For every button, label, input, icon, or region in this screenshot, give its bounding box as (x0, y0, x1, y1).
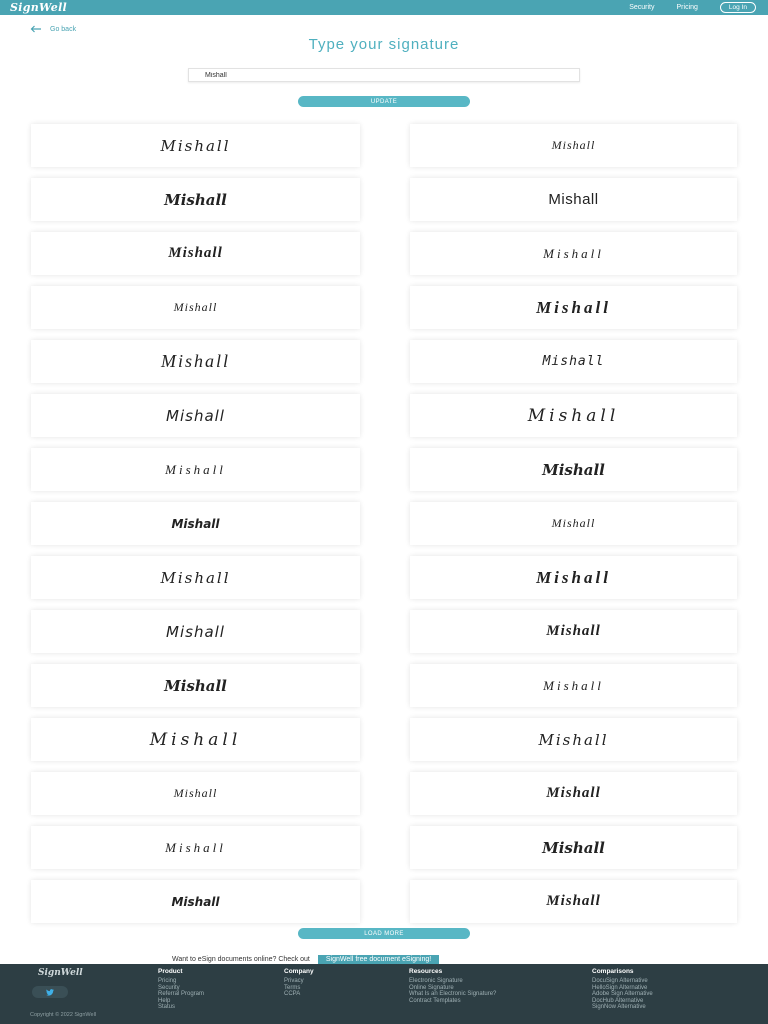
signature-option[interactable] (31, 286, 360, 329)
signature-option[interactable] (410, 124, 737, 167)
footer-column-product (158, 968, 204, 1011)
signature-option[interactable] (410, 718, 737, 761)
signature-text: Mishall (164, 190, 227, 209)
signature-option[interactable] (31, 718, 360, 761)
signature-text: Mishall (538, 730, 609, 749)
signature-option[interactable] (410, 502, 737, 545)
signature-option[interactable] (31, 232, 360, 275)
signature-text: Mishall (542, 354, 605, 369)
footer-column-company (284, 968, 314, 998)
signature-option[interactable] (410, 826, 737, 869)
footer-link[interactable]: CCPA (284, 991, 301, 997)
footer-link[interactable]: DocuSign Alternative (592, 978, 648, 984)
signature-name-input[interactable] (188, 68, 580, 82)
signature-option[interactable] (31, 448, 360, 491)
signature-text: Mishall (165, 839, 226, 855)
footer-link[interactable]: SignNow Alternative (592, 1004, 646, 1010)
signature-text: Mishall (168, 245, 223, 261)
nav-security-link[interactable]: Security (629, 4, 655, 11)
signature-option[interactable] (31, 340, 360, 383)
signature-option[interactable] (410, 448, 737, 491)
twitter-icon (46, 989, 54, 996)
footer-link[interactable]: Referral Program (158, 991, 205, 997)
signature-text: Mishall (173, 786, 218, 800)
footer-heading: Comparisons (592, 968, 634, 975)
signature-text: Mishall (551, 516, 596, 530)
signature-text: Mishall (536, 297, 611, 317)
signature-text: Mishall (171, 516, 220, 531)
signature-text: Mishall (166, 622, 225, 641)
signature-option[interactable] (31, 394, 360, 437)
signature-option[interactable] (410, 556, 737, 599)
signature-text: Mishall (542, 460, 605, 479)
signature-option[interactable] (31, 772, 360, 815)
signature-option[interactable] (31, 880, 360, 923)
copyright: Copyright © 2022 SignWell (30, 1012, 97, 1018)
signature-text: Mishall (551, 138, 596, 152)
footer-column-resources (409, 968, 496, 1004)
top-bar (0, 0, 768, 15)
signature-option[interactable] (410, 772, 737, 815)
arrow-left-icon (30, 25, 42, 33)
signature-text: Mishall (160, 568, 231, 587)
signature-text: Mishall (546, 623, 601, 639)
signature-option[interactable] (31, 610, 360, 653)
signature-option[interactable] (410, 286, 737, 329)
signature-option[interactable] (410, 664, 737, 707)
footer-link[interactable]: Electronic Signature (409, 978, 463, 984)
footer (0, 964, 768, 1024)
footer-logo[interactable]: SignWell (38, 968, 83, 978)
signature-grid (31, 124, 737, 923)
footer-link[interactable]: Terms (284, 984, 301, 991)
footer-heading: Resources (409, 968, 443, 975)
signature-option[interactable] (31, 124, 360, 167)
footer-link[interactable]: Online Signature (409, 984, 454, 991)
signature-option[interactable] (31, 178, 360, 221)
top-nav (629, 2, 758, 13)
logo[interactable]: SignWell (10, 1, 68, 14)
signature-option[interactable] (410, 340, 737, 383)
signature-option[interactable] (410, 880, 737, 923)
signature-text: Mishall (166, 406, 225, 425)
go-back-label: Go back (50, 25, 77, 33)
footer-link[interactable]: Security (158, 984, 180, 991)
footer-link[interactable]: DocHub Alternative (592, 997, 644, 1004)
signature-option[interactable] (410, 232, 737, 275)
signature-text: Mishall (160, 351, 230, 371)
signature-option[interactable] (410, 178, 737, 221)
page-title: Type your signature (308, 36, 460, 53)
signature-text: Mishall (527, 405, 620, 426)
load-more-button[interactable]: LOAD MORE (298, 928, 470, 939)
signature-option[interactable] (410, 610, 737, 653)
signature-text: Mishall (546, 785, 601, 801)
signature-text: Mishall (164, 676, 227, 695)
signature-text: Mishall (149, 729, 242, 750)
footer-link[interactable]: Status (158, 1004, 176, 1010)
promo-text: Want to eSign documents online? Check out (172, 956, 310, 963)
signature-text: Mishall (536, 567, 611, 587)
login-button[interactable]: Log In (720, 2, 756, 13)
signature-text: Mishall (160, 136, 231, 155)
footer-link[interactable]: Pricing (158, 978, 177, 984)
promo-bar (172, 955, 439, 964)
signature-option[interactable] (410, 394, 737, 437)
signature-option[interactable] (31, 502, 360, 545)
footer-column-comparisons (592, 968, 653, 1011)
signature-text: Mishall (543, 677, 604, 693)
signature-option[interactable] (31, 556, 360, 599)
promo-link[interactable]: SignWell free document eSigning! (318, 955, 439, 964)
nav-pricing-link[interactable]: Pricing (676, 4, 698, 11)
footer-link[interactable]: Adobe Sign Alternative (592, 991, 653, 997)
footer-link[interactable]: Privacy (284, 978, 304, 984)
signature-text: Mishall (546, 893, 601, 909)
update-button[interactable]: UPDATE (298, 96, 470, 107)
signature-option[interactable] (31, 826, 360, 869)
twitter-button[interactable] (32, 986, 68, 998)
signature-text: Mishall (543, 245, 604, 261)
signature-text: Mishall (165, 461, 226, 477)
signature-text: Mishall (548, 191, 599, 208)
footer-heading: Company (284, 968, 314, 975)
signature-text: Mishall (171, 894, 220, 909)
footer-heading: Product (158, 968, 183, 975)
go-back-link[interactable] (30, 25, 76, 33)
footer-link[interactable]: What Is an Electronic Signature? (409, 991, 497, 997)
signature-text: Mishall (542, 838, 605, 857)
footer-link[interactable]: Contract Templates (409, 997, 461, 1004)
signature-text: Mishall (173, 300, 218, 314)
signature-option[interactable] (31, 664, 360, 707)
footer-link[interactable]: Help (158, 997, 171, 1004)
footer-link[interactable]: HelloSign Alternative (592, 984, 648, 991)
